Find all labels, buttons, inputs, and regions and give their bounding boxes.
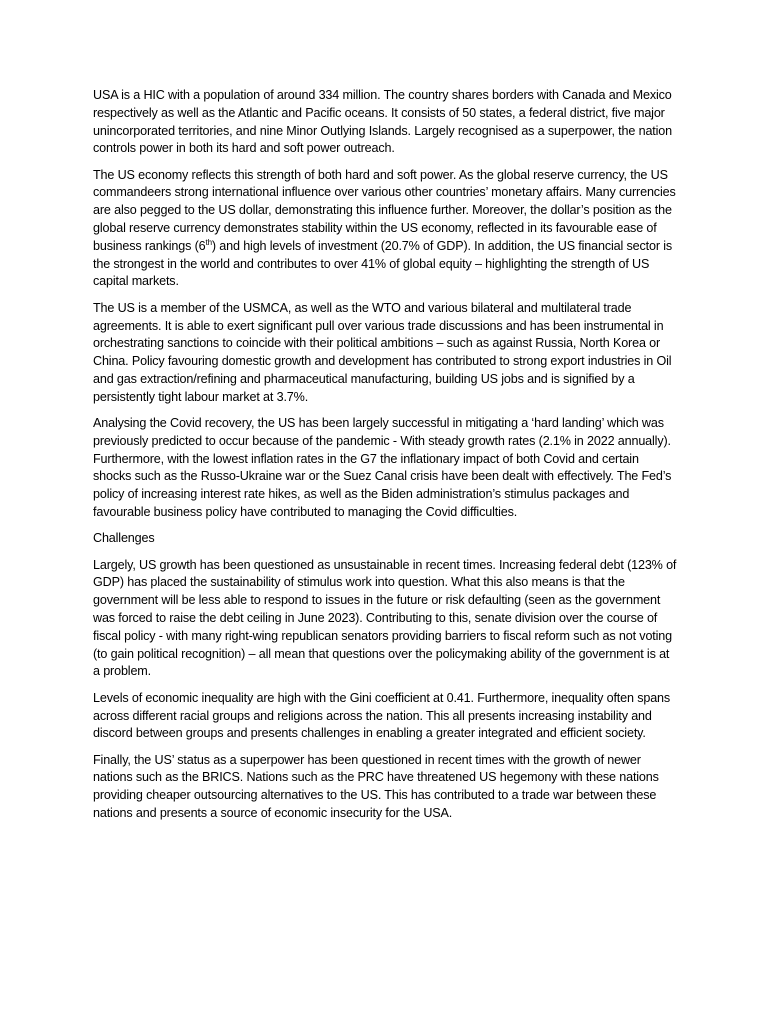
document-body [93,87,679,831]
paragraph-inequality: Levels of economic inequality are high with the Gini coefficient at 0.41. Furthermore, inequality often spans across different racial groups and religions across the nation. This all presents increasing instability and discord between groups and presents challenges in enabling a greater integrated and efficient society. [93,690,671,741]
section-heading-challenges: Challenges [93,531,155,546]
paragraph-economy-text-b: ) and high levels of investment (20.7% of GDP). In addition, the US financial sector is the strongest in the world and contributes to over 41% of global equity – highlighting the strength of US capital markets. [93,238,673,289]
paragraph-economy [93,167,679,292]
ranking-superscript: th [205,237,212,247]
paragraph-superpower-status: Finally, the US’ status as a superpower has been questioned in recent times with the growth of newer nations such as the BRICS. Nations such as the PRC have threatened US hegemony with these nations providing cheaper outsourcing alternatives to the US. This has contributed to a trade war between these nations and presents a source of economic insecurity for the USA. [93,752,659,820]
paragraph-covid-recovery: Analysing the Covid recovery, the US has been largely successful in mitigating a ‘hard landing’ which was previously predicted to occur because of the pandemic - With steady growth rates (2.1% in 2022 annually). Furthermore, with the lowest inflation rates in the G7 the inflationary impact of both Covid and certain shocks such as the Russo-Ukraine war or the Suez Canal crisis have been dealt with effectively. The Fed’s policy of increasing interest rate hikes, as well as the Biden administration’s stimulus packages and favourable business policy have contributed to managing the Covid difficulties. [93,416,672,520]
paragraph-growth-challenges: Largely, US growth has been questioned as unsustainable in recent times. Increasing federal debt (123% of GDP) has placed the sustainability of stimulus work into question. What this also means is that the government will be less able to respond to issues in the future or risk defaulting (seen as the government was forced to raise the debt ceiling in June 2023). Contributing to this, senate division over the course of fiscal policy - with many right-wing republican senators providing barriers to fiscal reform such as not voting (to gain political recognition) – all mean that questions over the policymaking ability of the government is at a problem. [93,557,677,679]
paragraph-trade: The US is a member of the USMCA, as well as the WTO and various bilateral and multilateral trade agreements. It is able to exert significant pull over various trade discussions and has been instrumental in orchestrating sanctions to coincide with their political ambitions – such as against Russia, North Korea or China. Policy favouring domestic growth and development has contributed to strong export industries in Oil and gas extraction/refining and pharmaceutical manufacturing, building US jobs and is signified by a persistently tight labour market at 3.7%. [93,300,672,404]
paragraph-economy-text-a: The US economy reflects this strength of both hard and soft power. As the global reserve currency, the US commandeers strong international influence over various other countries’ monetary affairs. Many currencies are also pegged to the US dollar, demonstrating this influence further. Moreover, the dollar’s position as the global reserve currency demonstrates stability within the US economy, reflected in its favourable ease of business rankings (6 [93,167,676,253]
paragraph-overview: USA is a HIC with a population of around 334 million. The country shares borders with Canada and Mexico respectively as well as the Atlantic and Pacific oceans. It consists of 50 states, a federal district, five major unincorporated territories, and nine Minor Outlying Islands. Largely recognised as a superpower, the nation controls power in both its hard and soft power outreach. [93,88,672,156]
